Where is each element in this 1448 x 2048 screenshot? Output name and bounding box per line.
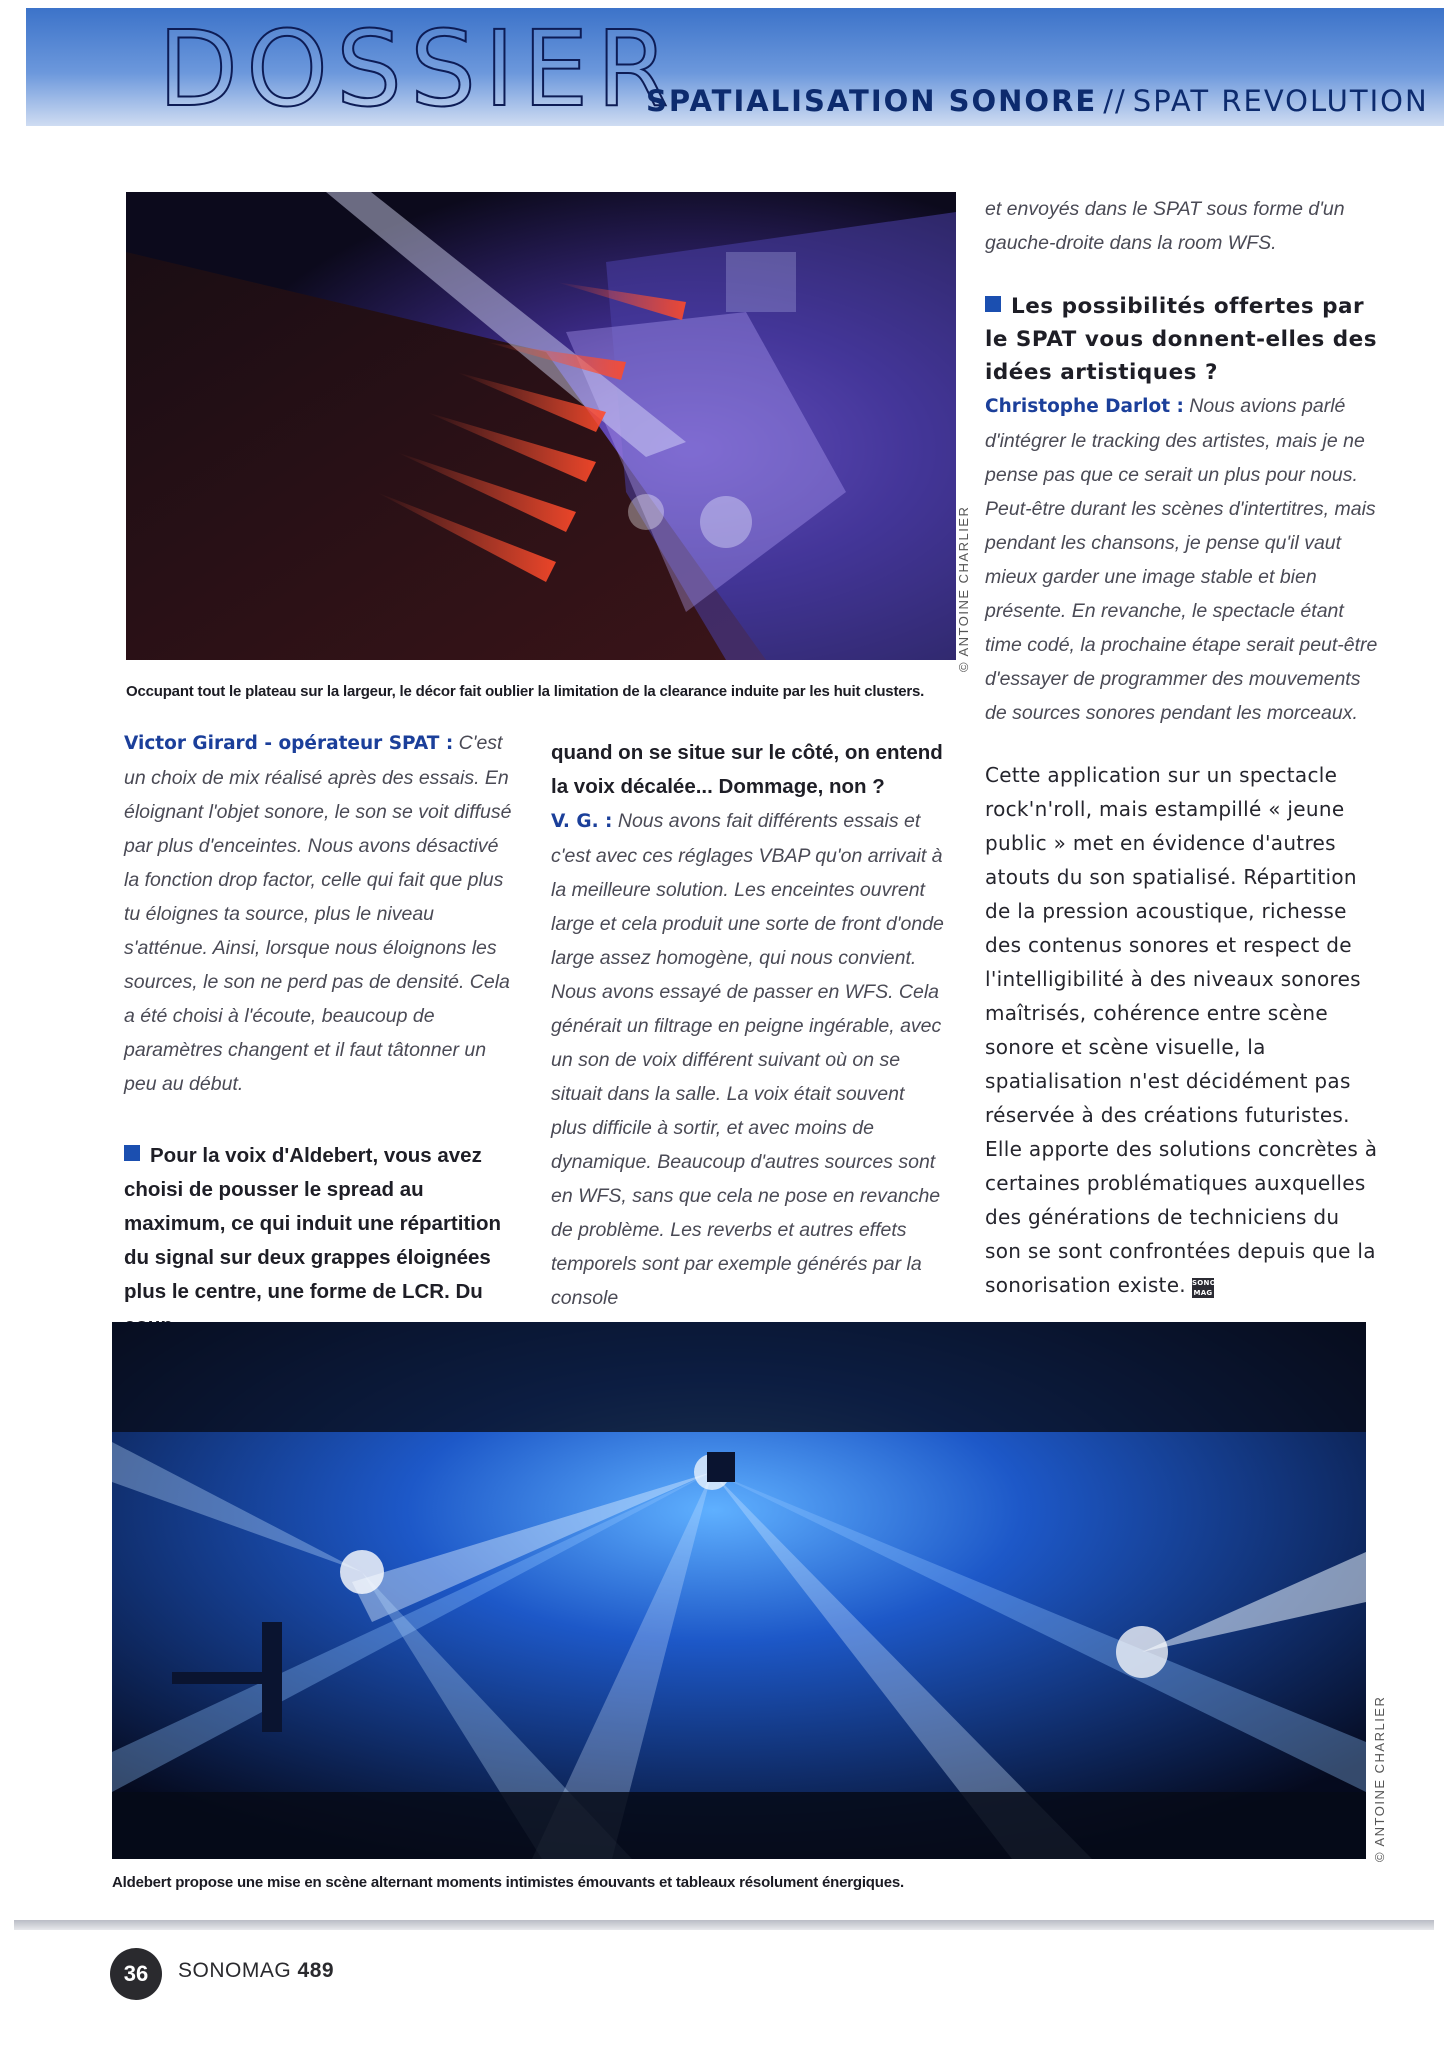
answer-paragraph-2 — [551, 804, 945, 1315]
answer-paragraph-3 — [985, 389, 1380, 730]
question-continued: quand on se situe sur le côté, on entend la voix décalée... Dommage, non ? — [551, 741, 943, 798]
text-column-3 — [985, 192, 1380, 1302]
topic-line — [646, 84, 1429, 118]
answer-text: Nous avons fait différents essais et c'est avec ces réglages VBAP qu'on arrivait à la meilleure solution. Les enceintes ouvrent large et cela produit une sorte de front d'onde large assez homogène, qui nous convient. Nous avons essayé de passer en WFS. Cela générait un filtrage en peigne ingérable, avec un son de voix différent suivant où on se situait dans la salle. La voix était souvent plus difficile à sortir, et avec moins de dynamique. Beaucoup d'autres sources sont en WFS, sans que cela ne pose en revanche de problème. Les reverbs et autres effets temporels sont par exemple générés par la console — [551, 810, 944, 1309]
question-paragraph — [985, 290, 1380, 389]
issue-number: 489 — [297, 1959, 335, 1982]
end-mark-logo: SONO MAG — [1191, 1279, 1216, 1297]
answer-continued: et envoyés dans le SPAT sous forme d'un gauche-droite dans la room WFS. — [985, 198, 1345, 254]
section-title: DOSSIER — [158, 8, 677, 130]
text-column-1 — [124, 726, 518, 1343]
header-band — [26, 8, 1444, 130]
photo-credit-bottom: © ANTOINE CHARLIER — [1372, 1695, 1387, 1862]
text-column-2 — [551, 736, 945, 1315]
topic-bold: SPATIALISATION SONORE — [646, 84, 1098, 118]
topic-separator: // — [1103, 84, 1127, 118]
footer-divider — [14, 1920, 1434, 1930]
photo-caption-top: Occupant tout le plateau sur la largeur, le décor fait oublier la limitation de la clearance induite par les huit clusters. — [126, 683, 925, 700]
speaker-name: Victor Girard - opérateur SPAT : — [124, 733, 454, 754]
question-text: Pour la voix d'Aldebert, vous avez choisi de pousser le spread au maximum, ce qui induit une répartition du signal sur deux grappes éloignées plus le centre, une forme de LCR. Du — [124, 1144, 502, 1303]
question-text: Les possibilités offertes par le SPAT vous donnent-elles des idées artistiques ? — [985, 294, 1378, 385]
magazine-name — [178, 1959, 334, 1983]
speaker-name: Christophe Darlot : — [985, 396, 1184, 417]
concert-photo-top — [126, 192, 956, 660]
answer-text: Nous avions parlé d'intégrer le tracking des artistes, mais je ne pense pas que ce serait un plus pour nous. Peut-être durant les scènes d'intertitres, mais pendant les chansons, je pense qu'il vaut mieux garder une image stable et bien présente. En revanche, le spectacle étant time codé, la prochaine étape serait peut-être d'essayer de programmer des mouvements de sources sonores pendant les morceaux. — [985, 395, 1378, 724]
question-marker-icon — [985, 296, 1001, 312]
answer-paragraph-1 — [124, 726, 518, 1101]
photo-caption-bottom: Aldebert propose une mise en scène alternant moments intimistes émouvants et tableaux résolument énergiques. — [112, 1874, 904, 1891]
photo-credit-top: © ANTOINE CHARLIER — [956, 505, 971, 672]
question-paragraph — [124, 1139, 518, 1343]
magazine-title: SONOMAG — [178, 1959, 292, 1982]
speaker-name: V. G. : — [551, 811, 613, 832]
conclusion-text: Cette application sur un spectacle rock'n'roll, mais estampillé « jeune public » met en évidence d'autres atouts du son spatialisé. Répartition de la pression acoustique, richesse des contenus sonores et respect de l'intelligibilité à des niveaux sonores maîtrisés, cohérence entre scène sonore et scène visuelle, la spatialisation n'est décidément pas réservée à des créations futuristes. Elle apporte des solutions concrètes à certaines problématiques auxquelles des générations de techniciens du son se sont confrontées depuis que la sonorisation existe. — [985, 763, 1378, 1297]
conclusion-paragraph — [985, 758, 1380, 1302]
concert-photo-bottom — [112, 1322, 1366, 1859]
answer-text: C'est un choix de mix réalisé après des essais. En éloignant l'objet sonore, le son se voit diffusé par plus d'enceintes. Nous avons désactivé la fonction drop factor, celle qui fait que plus tu éloignes ta source, plus le niveau s'atténue. Ainsi, lorsque nous éloignons les sources, le son ne perd pas de densité. Cela a été choisi à l'écoute, beaucoup de paramètres changent et il faut tâtonner un peu au début. — [124, 732, 512, 1095]
page-number: 36 — [110, 1948, 162, 2000]
question-marker-icon — [124, 1145, 140, 1161]
topic-light: SPAT REVOLUTION — [1132, 84, 1429, 118]
